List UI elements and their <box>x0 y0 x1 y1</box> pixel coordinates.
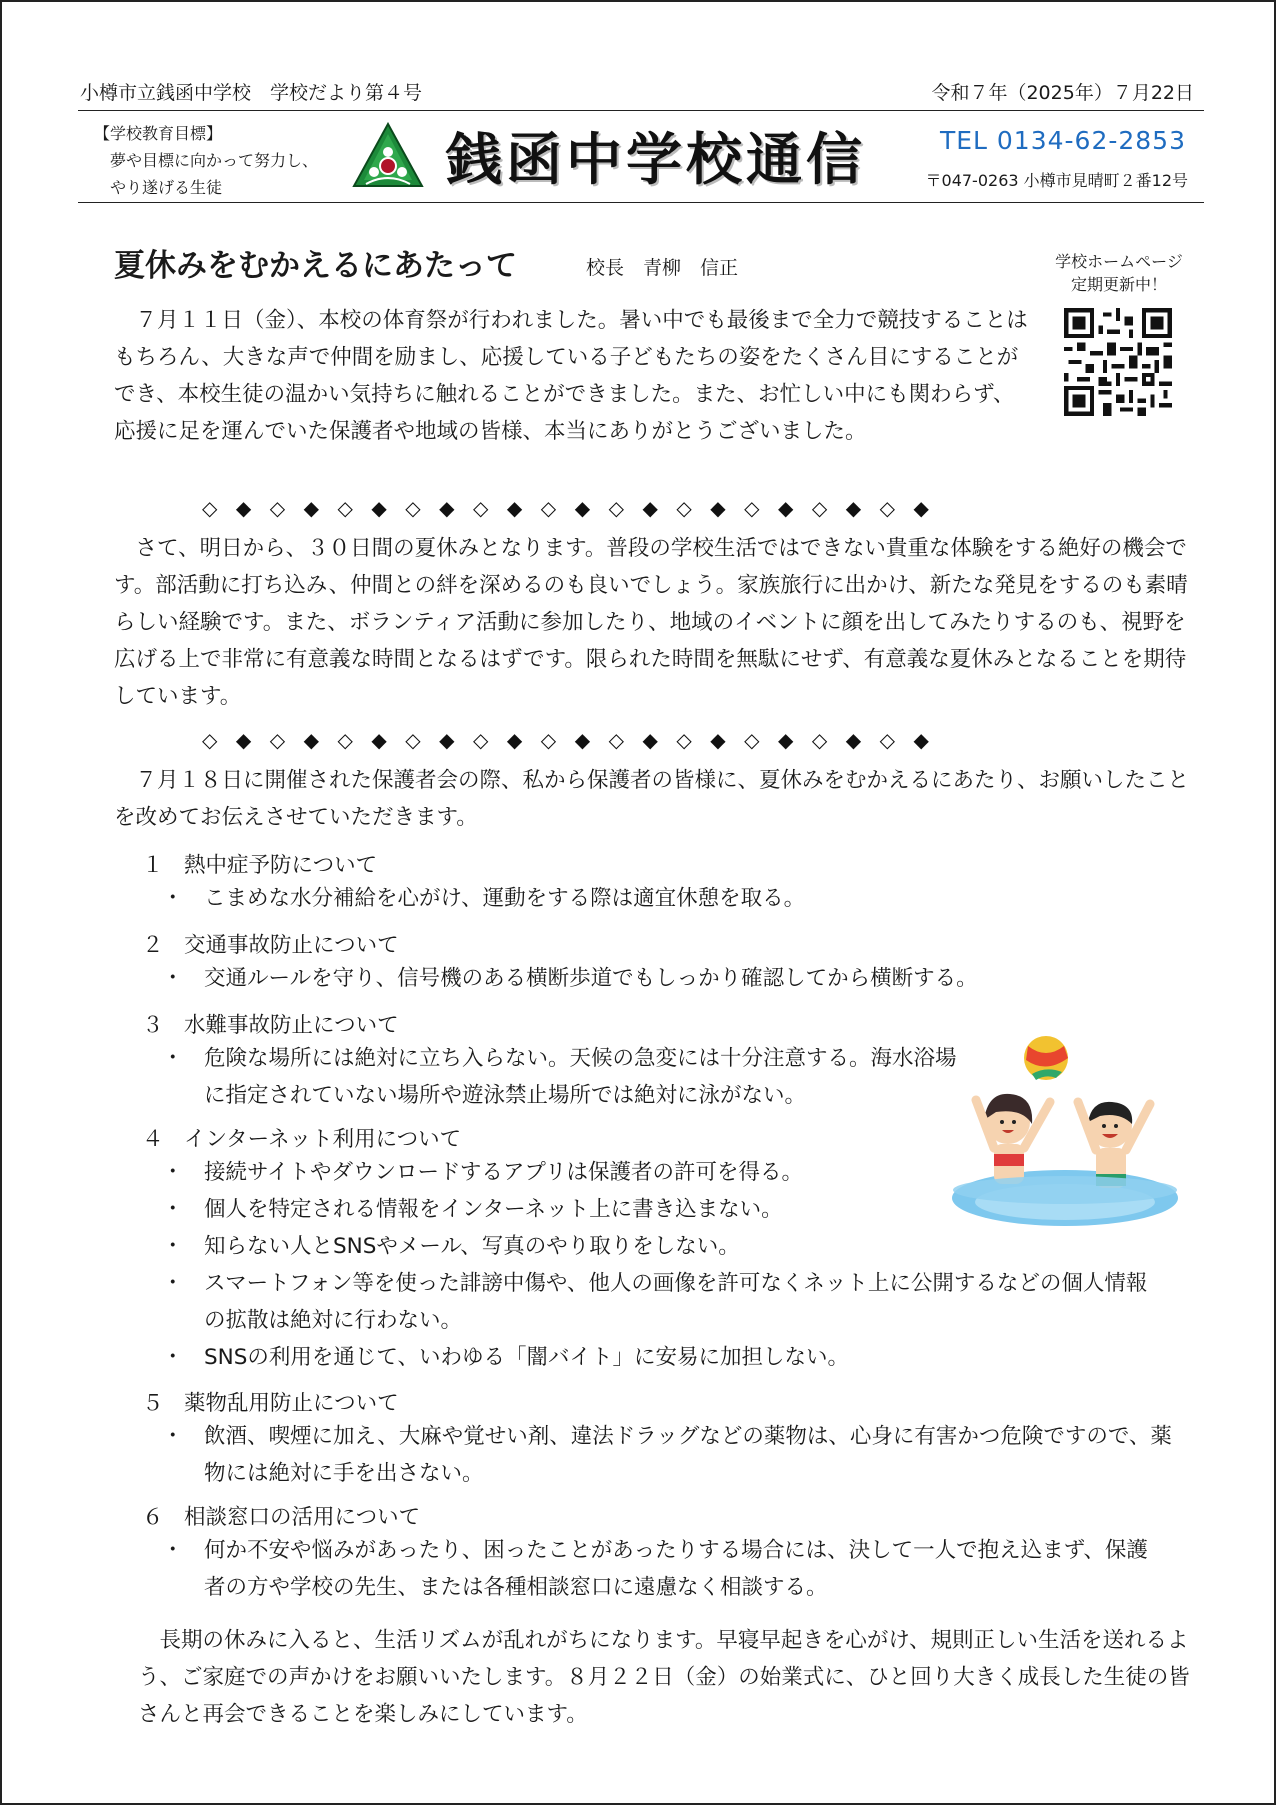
issue-label: 小樽市立銭函中学校 学校だより第４号 <box>80 82 423 104</box>
list-item-text: SNSの利用を通じて、いわゆる「闇バイト」に安易に加担しない。 <box>204 1345 849 1370</box>
list-item <box>162 1339 1162 1376</box>
section-number: ２ <box>142 933 164 958</box>
bullet-icon: ・ <box>162 1234 184 1259</box>
closing-paragraph: 長期の休みに入ると、生活リズムが乱れがちになります。早寝早起きを心がけ、規則正しい生活を送れるよう、ご家庭での声かけをお願いいたします。８月２２日（金）の始業式に、ひと回り大きく成長した生徒の皆さんと再会できることを楽しみにしています。 <box>138 1628 1190 1727</box>
list-item-text: スマートフォン等を使った誹謗中傷や、他人の画像を許可なくネット上に公開するなどの個人情報の拡散は絶対に行わない。 <box>204 1271 1148 1333</box>
section-number: ４ <box>142 1127 164 1152</box>
list-item <box>162 1228 1162 1265</box>
bullet-icon: ・ <box>162 1197 184 1222</box>
section-number: １ <box>142 853 164 878</box>
goal-line: 夢や目標に向かって努力し、 <box>110 151 319 170</box>
qr-code-icon[interactable] <box>1064 308 1172 416</box>
section-heading <box>142 1500 420 1531</box>
list-item <box>162 1265 1162 1339</box>
qr-caption-line: 定期更新中！ <box>1070 275 1167 294</box>
section-number: ３ <box>142 1013 164 1038</box>
list-item-text: 交通ルールを守り、信号機のある横断歩道でもしっかり確認してから横断する。 <box>204 966 978 991</box>
diamond-divider: ◇◆◇◆◇◆◇◆◇◆◇◆◇◆◇◆◇◆◇◆◇◆ <box>202 496 948 520</box>
list-item-text: 危険な場所には絶対に立ち入らない。天候の急変には十分注意する。海水浴場に指定されていない場所や遊泳禁止場所では絶対に泳がない。 <box>204 1046 957 1108</box>
list-item-text: 接続サイトやダウンロードするアプリは保護者の許可を得る。 <box>204 1160 803 1185</box>
bullet-icon: ・ <box>162 966 184 991</box>
list-item <box>162 1418 1186 1492</box>
list-item-text: 知らない人とSNSやメール、写真のやり取りをしない。 <box>204 1234 740 1259</box>
list-item <box>162 1532 1162 1606</box>
article-paragraph: ７月１１日（金）、本校の体育祭が行われました。暑い中でも最後まで全力で競技することはもちろん、大きな声で仲間を励まし、応援している子どもたちの姿をたくさん目にすることができ、本校生徒の温かい気持ちに触れることができました。また、お忙しい中にも関わらず、応援に足を運んでいた保護者や地域の皆様、本当にありがとうございました。 <box>114 308 1028 444</box>
article-author: 校長 青柳 信正 <box>586 257 739 279</box>
section-title: 相談窓口の活用について <box>184 1505 421 1530</box>
bullet-icon: ・ <box>162 1046 184 1071</box>
list-item <box>162 1154 942 1191</box>
list-item <box>162 1040 962 1114</box>
list-item <box>162 1191 942 1228</box>
bullet-icon: ・ <box>162 1345 184 1370</box>
bullet-icon: ・ <box>162 886 184 911</box>
masthead-title: 銭函中学校通信 <box>446 127 866 193</box>
bullet-icon: ・ <box>162 1271 184 1296</box>
qr-caption <box>1038 250 1200 296</box>
section-title: 交通事故防止について <box>184 933 399 958</box>
article-paragraph: ７月１８日に開催された保護者会の際、私から保護者の皆様に、夏休みをむかえるにあたり、お願いしたことを改めてお伝えさせていただきます。 <box>114 768 1190 830</box>
goal-heading: 【学校教育目標】 <box>94 124 223 143</box>
section-heading <box>142 1008 399 1039</box>
section-number: ５ <box>142 1391 164 1416</box>
phone-number: TEL 0134-62-2853 <box>939 126 1186 155</box>
list-item-text: 個人を特定される情報をインターネット上に書き込まない。 <box>204 1197 783 1222</box>
section-title: 薬物乱用防止について <box>184 1391 399 1416</box>
education-goal <box>90 120 350 201</box>
bullet-icon: ・ <box>162 1424 184 1449</box>
list-item-text: 飲酒、喫煙に加え、大麻や覚せい剤、違法ドラッグなどの薬物は、心身に有害かつ危険ですので、薬物には絶対に手を出さない。 <box>204 1424 1172 1486</box>
qr-caption-line: 学校ホームページ <box>1055 252 1183 271</box>
list-item <box>162 880 1162 917</box>
section-heading <box>142 1122 461 1153</box>
article-title: 夏休みをむかえるにあたって <box>114 248 517 284</box>
school-emblem-icon <box>352 122 424 190</box>
section-heading <box>142 928 399 959</box>
diamond-divider: ◇◆◇◆◇◆◇◆◇◆◇◆◇◆◇◆◇◆◇◆◇◆ <box>202 728 948 752</box>
issue-date: 令和７年（2025年）７月22日 <box>931 82 1194 104</box>
section-number: ６ <box>142 1505 164 1530</box>
bullet-icon: ・ <box>162 1160 184 1185</box>
goal-line: やり遂げる生徒 <box>110 178 223 197</box>
bullet-icon: ・ <box>162 1538 184 1563</box>
header-bottom-rule <box>78 202 1204 203</box>
swimming-children-illustration <box>950 1030 1180 1226</box>
section-heading <box>142 1386 399 1417</box>
header-top-rule <box>78 110 1204 111</box>
section-title: 水難事故防止について <box>184 1013 399 1038</box>
section-title: インターネット利用について <box>184 1127 462 1152</box>
school-address: 〒047-0263 小樽市見晴町２番12号 <box>925 171 1188 190</box>
section-title: 熱中症予防について <box>184 853 378 878</box>
article-paragraph: さて、明日から、３０日間の夏休みとなります。普段の学校生活ではできない貴重な体験をする絶好の機会です。部活動に打ち込み、仲間との絆を深めるのも良いでしょう。家族旅行に出かけ、新たな発見をするのも素晴らしい経験です。また、ボランティア活動に参加したり、地域のイベントに顔を出してみたりするのも、視野を広げる上で非常に有意義な時間となるはずです。限られた時間を無駄にせず、有意義な夏休みとなることを期待しています。 <box>114 536 1188 709</box>
list-item-text: 何か不安や悩みがあったり、困ったことがあったりする場合には、決して一人で抱え込まず、保護者の方や学校の先生、または各種相談窓口に遠慮なく相談する。 <box>204 1538 1148 1600</box>
list-item-text: こまめな水分補給を心がけ、運動をする際は適宜休憩を取る。 <box>204 886 806 911</box>
section-heading <box>142 848 377 879</box>
list-item <box>162 960 1172 997</box>
